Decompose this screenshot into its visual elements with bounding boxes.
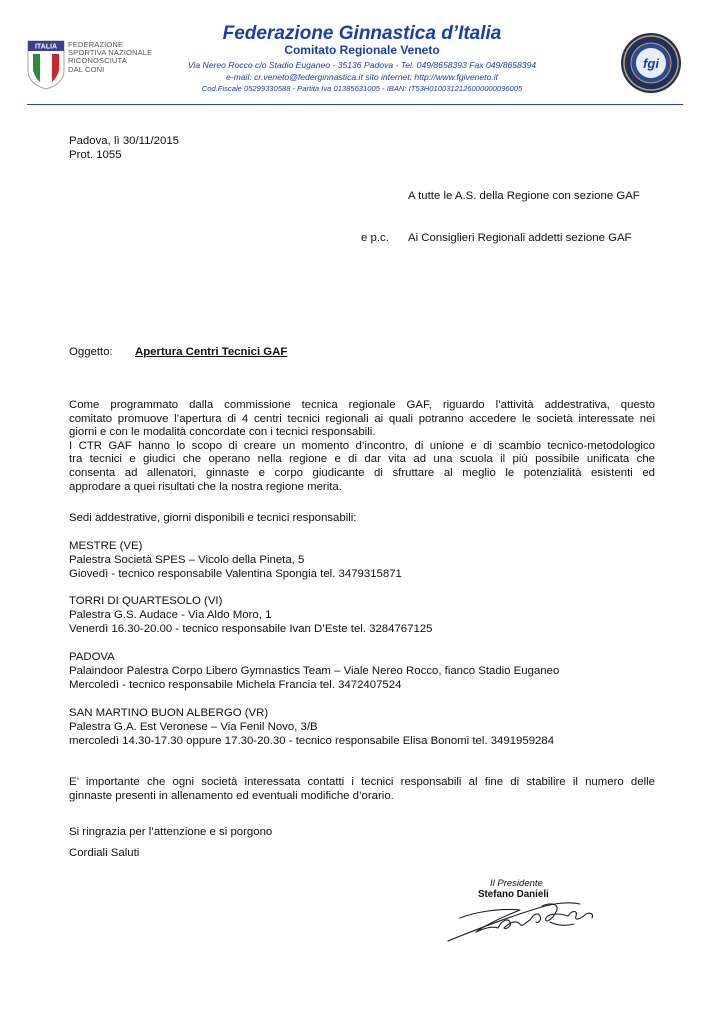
paragraph-line: comitato promuove l’apertura di 4 centri tecnici regionali ai quali potranno accedere le società interessate nei xyxy=(69,412,655,425)
site-block xyxy=(69,706,554,748)
site-block xyxy=(69,650,559,692)
site-block xyxy=(69,594,432,636)
fgi-logo xyxy=(620,32,682,94)
site-venue: Palestra Società SPES – Vicolo della Pineta, 5 xyxy=(69,554,305,566)
paragraph-line: Come programmato dalla commissione tecnica regionale GAF, riguardo l’attività addestrativa, questo xyxy=(69,399,655,411)
coni-line: FEDERAZIONE xyxy=(68,40,124,49)
site-schedule: Giovedì - tecnico responsabile Valentina Spongia tel. 3479315871 xyxy=(69,568,402,580)
protocol-number: Prot. 1055 xyxy=(69,149,122,161)
place-date: Padova, lì 30/11/2015 xyxy=(69,135,179,147)
header-divider xyxy=(27,104,683,105)
site-city: MESTRE (VE) xyxy=(69,540,143,552)
site-venue: Palestra G.S. Audace - Via Aldo Moro, 1 xyxy=(69,609,272,621)
site-venue: Palaindoor Palestra Corpo Libero Gymnastics Team – Viale Nereo Rocco, fianco Stadio Euganeo xyxy=(69,665,560,677)
coni-line: RICONOSCIUTA xyxy=(68,56,127,66)
header-address: Via Nereo Rocco c/o Stadio Euganeo - 35136 Padova - Tel. 049/8658393 Fax 049/8658394 xyxy=(187,60,537,70)
paragraph-line: ginnaste presenti in allenamento ed eventuali modifiche d’orario. xyxy=(69,789,394,802)
header-fiscal-info: Cod.Fiscale 05299330588 - Partita Iva 01385631005 - IBAN: IT53H0100312126000000096005 xyxy=(201,84,523,93)
coni-shield-text: ITALIA xyxy=(34,43,58,51)
thanks-line: Si ringrazia per l’attenzione e si porgono xyxy=(69,826,273,838)
paragraph-line: I CTR GAF hanno lo scopo di creare un momento d’incontro, di unione e di scambio tecnico-metodologico xyxy=(69,439,655,452)
site-block xyxy=(69,539,402,581)
site-schedule: mercoledì 14.30-17.30 oppure 17.30-20.30 - tecnico responsabile Elisa Bonomi tel. 3491959284 xyxy=(69,735,555,747)
fgi-logo-text: fgi xyxy=(643,56,659,71)
paragraph-line: giorni e con le modalità concordate con i tecnici responsabili. xyxy=(69,426,376,439)
closing-paragraph xyxy=(69,776,655,803)
site-city: PADOVA xyxy=(69,651,115,663)
cc-label: e p.c. xyxy=(361,232,389,244)
coni-line: DAL CONI xyxy=(68,64,105,74)
paragraph-line: tra tecnici e giudici che operano nella regione e di dar vita ad una scuola il più possibile unificata che xyxy=(69,453,655,466)
federation-title: Federazione Ginnastica d’Italia xyxy=(222,23,502,44)
paragraph-line: approdare a quei risultati che la nostra regione merita. xyxy=(69,480,342,493)
subject-label: Oggetto: xyxy=(69,346,113,358)
paragraph-line: consenta ad allenatori, ginnaste e corpo giudicante di sfruttare al meglio le potenzialità esistenti ed xyxy=(69,466,655,479)
handwritten-signature xyxy=(440,892,600,944)
site-venue: Palestra G.A. Est Veronese – Via Fenil Novo, 3/B xyxy=(69,721,318,733)
paragraph-line: E’ importante che ogni società interessata contatti i tecnici responsabili al fine di stabilire il numero delle xyxy=(69,776,655,788)
site-schedule: Venerdì 16.30-20.00 - tecnico responsabile Ivan D’Este tel. 3284767125 xyxy=(69,623,433,635)
signer-name: Stefano Danieli xyxy=(478,889,549,900)
committee-subtitle: Comitato Regionale Veneto xyxy=(284,43,440,57)
sites-intro: Sedi addestrative, giorni disponibili e tecnici responsabili: xyxy=(69,512,357,524)
site-schedule: Mercoledì - tecnico responsabile Michela Francia tel. 3472407524 xyxy=(69,679,402,691)
subject: Apertura Centri Tecnici GAF xyxy=(135,346,288,358)
signer-role: Il Presidente xyxy=(490,878,543,889)
greeting: Cordiali Saluti xyxy=(69,847,140,859)
cc-recipient: Ai Consiglieri Regionali addetti sezione GAF xyxy=(408,232,632,244)
intro-paragraph xyxy=(69,399,655,494)
recipient: A tutte le A.S. della Regione con sezione GAF xyxy=(408,190,640,202)
header-contacts: e-mail: cr.veneto@federginnastica.it sito internet: http://www.fgiveneto.it xyxy=(225,72,499,82)
site-city: SAN MARTINO BUON ALBERGO (VR) xyxy=(69,707,269,719)
coni-line: SPORTIVA NAZIONALE xyxy=(68,48,153,58)
site-city: TORRI DI QUARTESOLO (VI) xyxy=(69,595,223,607)
